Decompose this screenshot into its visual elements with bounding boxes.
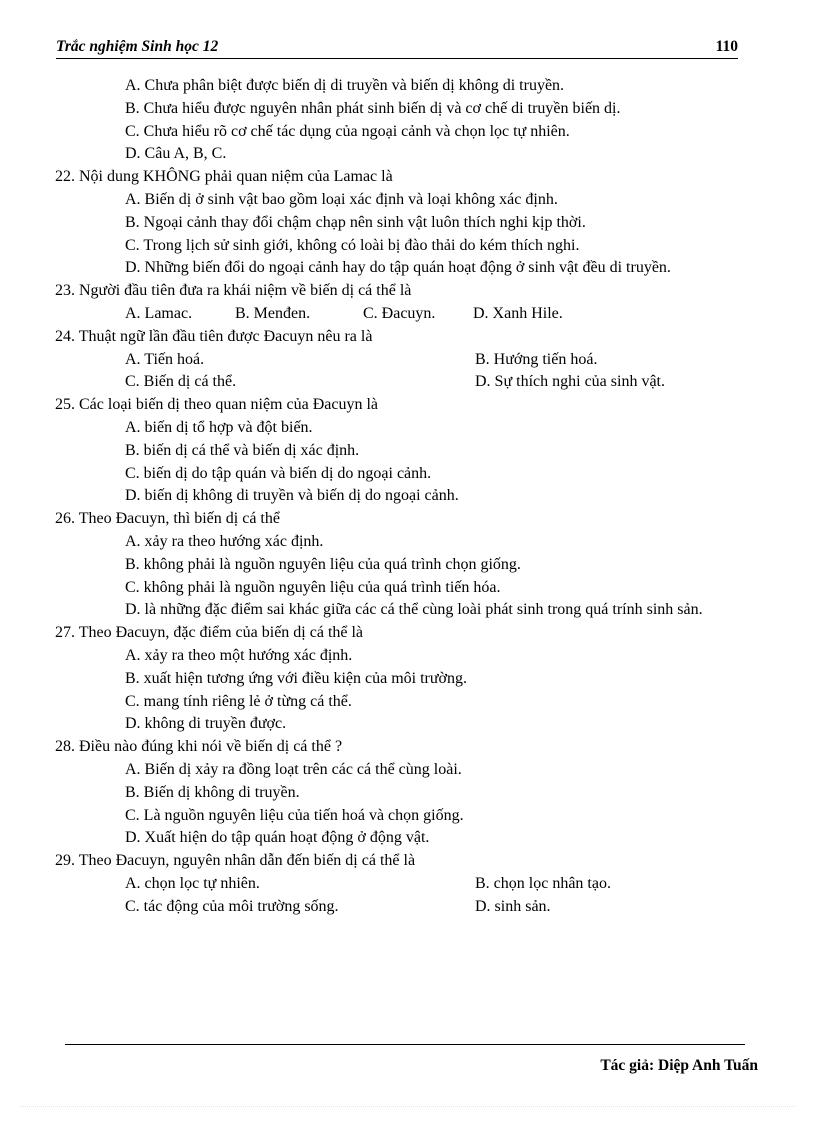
footer-divider — [65, 1044, 745, 1045]
option-d: D. Xanh Hile. — [473, 304, 563, 322]
option-d: D. Sự thích nghi của sinh vật. — [475, 373, 665, 391]
question-22: 22. Nội dung KHÔNG phải quan niệm của Lamac là — [55, 168, 393, 186]
option-c: C. Biến dị cá thể. — [125, 373, 237, 391]
option-line: A. Chưa phân biệt được biến dị di truyền và biến dị không di truyền. — [125, 77, 565, 94]
option-a: A. Lamac. — [125, 304, 193, 322]
option-line: C. Trong lịch sử sinh giới, không có loài bị đào thải do kém thích nghi. — [125, 236, 580, 254]
question-25: 25. Các loại biến dị theo quan niệm của Đacuyn là — [55, 396, 379, 414]
option-line: D. Xuất hiện do tập quán hoạt động ở động vật. — [125, 829, 430, 847]
question-26: 26. Theo Đacuyn, thì biến dị cá thể — [55, 510, 280, 528]
option-line: D. Những biến đổi do ngoại cảnh hay do tập quán hoạt động ở sinh vật đều di truyền. — [125, 259, 671, 277]
question-24: 24. Thuật ngữ lần đầu tiên được Đacuyn nêu ra là — [55, 327, 373, 345]
question-29: 29. Theo Đacuyn, nguyên nhân dẫn đến biến dị cá thể là — [55, 852, 416, 870]
question-23: 23. Người đầu tiên đưa ra khái niệm về biến dị cá thể là — [55, 282, 412, 300]
option-row — [55, 303, 763, 326]
author-credit: Tác giả: Diệp Anh Tuấn — [600, 1057, 758, 1074]
option-row — [55, 873, 763, 896]
option-row — [55, 371, 763, 394]
option-b: B. Hướng tiến hoá. — [475, 350, 598, 368]
option-d: D. sinh sản. — [475, 897, 551, 915]
option-line: A. Biến dị ở sinh vật bao gồm loại xác định và loại không xác định. — [125, 190, 558, 208]
page-header — [56, 38, 738, 59]
option-row — [55, 349, 763, 372]
option-b: B. Menđen. — [235, 304, 311, 322]
option-line: B. biến dị cá thể và biến dị xác định. — [125, 441, 360, 459]
option-line: C. biến dị do tập quán và biến dị do ngoại cảnh. — [125, 464, 432, 482]
page-number: 110 — [715, 38, 738, 55]
option-line: A. xảy ra theo một hướng xác định. — [125, 646, 353, 664]
option-line: A. xảy ra theo hướng xác định. — [125, 532, 324, 550]
option-line: D. là những đặc điểm sai khác giữa các cá thể cùng loài phát sinh trong quá trính sinh sản. — [125, 601, 703, 619]
option-line: B. xuất hiện tương ứng với điều kiện của môi trường. — [125, 669, 468, 687]
option-line: C. Là nguồn nguyên liệu của tiến hoá và chọn giống. — [125, 806, 464, 824]
option-line: D. biến dị không di truyền và biến dị do ngoại cảnh. — [125, 487, 459, 505]
page-bottom-divider — [20, 1106, 796, 1107]
option-line: C. không phải là nguồn nguyên liệu của quá trình tiến hóa. — [125, 578, 501, 596]
option-line: C. mang tính riêng lẻ ở từng cá thể. — [125, 692, 352, 710]
option-a: A. Tiến hoá. — [125, 350, 205, 368]
option-line: A. Biến dị xảy ra đồng loạt trên các cá thể cùng loài. — [125, 760, 462, 778]
question-28: 28. Điều nào đúng khi nói về biến dị cá thể ? — [55, 738, 343, 756]
option-line: B. không phải là nguồn nguyên liệu của quá trình chọn giống. — [125, 555, 521, 573]
option-line: D. Câu A, B, C. — [125, 145, 227, 163]
document-title: Trắc nghiệm Sinh học 12 — [56, 38, 219, 55]
option-line: D. không di truyền được. — [125, 715, 287, 733]
option-b: B. chọn lọc nhân tạo. — [475, 874, 611, 892]
option-a: A. chọn lọc tự nhiên. — [125, 874, 260, 892]
option-row — [55, 896, 763, 919]
option-line: C. Chưa hiểu rõ cơ chế tác dụng của ngoại cảnh và chọn lọc tự nhiên. — [125, 122, 570, 140]
option-line: B. Biến dị không di truyền. — [125, 783, 300, 801]
option-line: A. biến dị tổ hợp và đột biến. — [125, 418, 313, 436]
question-27: 27. Theo Đacuyn, đặc điểm của biến dị cá thể là — [55, 624, 364, 642]
option-c: C. Đacuyn. — [363, 304, 436, 322]
option-c: C. tác động của môi trường sống. — [125, 897, 339, 915]
document-body — [55, 75, 763, 918]
option-line: B. Chưa hiểu được nguyên nhân phát sinh biến dị và cơ chế di truyền biến dị. — [125, 99, 621, 117]
option-line: B. Ngoại cảnh thay đổi chậm chạp nên sinh vật luôn thích nghi kịp thời. — [125, 213, 586, 231]
